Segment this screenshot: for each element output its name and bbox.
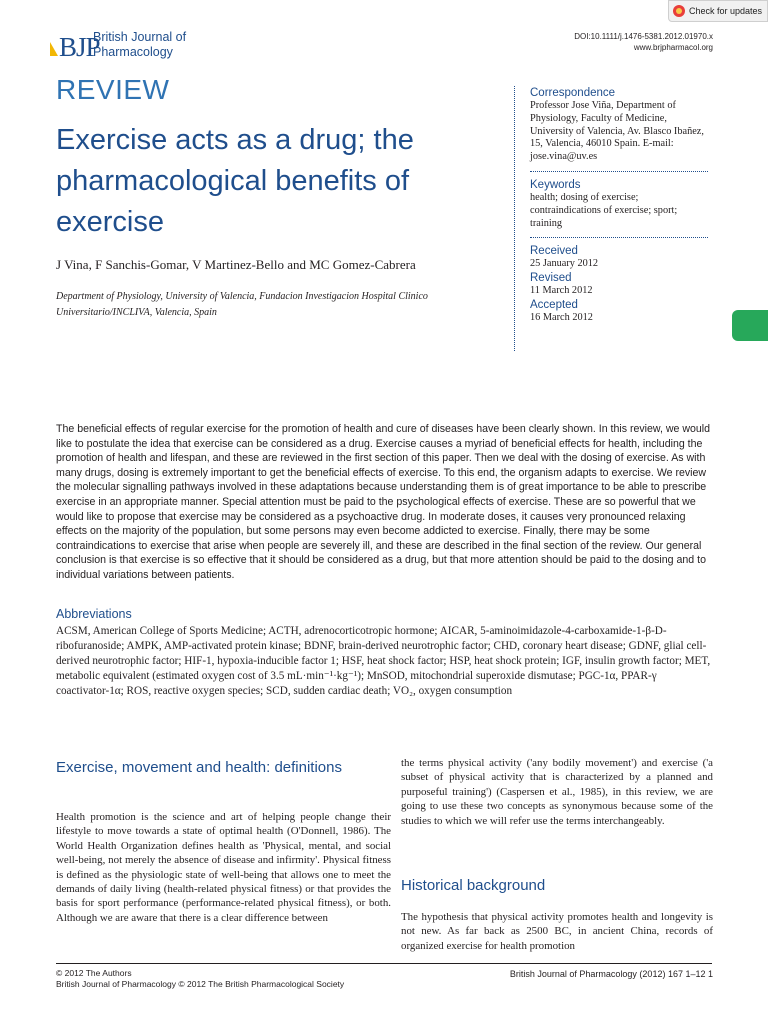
authors: J Vina, F Sanchis-Gomar, V Martinez-Bello and MC Gomez-Cabrera (56, 257, 416, 272)
abbreviations-heading: Abbreviations (56, 607, 132, 621)
footer-divider (56, 963, 712, 964)
website[interactable]: www.brjpharmacol.org (633, 43, 713, 52)
body-paragraph: The hypothesis that physical activity promotes health and longevity is not new. As far back as 2500 BC, in ancient China, records of organized exercise for health promotion (401, 911, 713, 952)
doi-block (574, 31, 713, 53)
crossmark-icon (673, 5, 685, 17)
article-type: REVIEW (56, 74, 170, 105)
correspondence-heading: Correspondence (530, 87, 616, 99)
logo-triangle-icon (50, 42, 58, 56)
received-date: 25 January 2012 (530, 258, 599, 270)
abbreviations-text: ACSM, American College of Sports Medicine; ACTH, adrenocorticotropic hormone; AICAR, 5-aminoimidazole-4-carboxamide-1-β-D-ribofuranoside; AMPK, AMP-activated protein kinase; BDNF, brain-derived neurotrophic factor; CHD, coronary heart disease; GDNF, glial cell-derived neurotrophic factor; HIF-1, hypoxia-inducible factor 1; HSF, heat shock factor; HSP, heat shock protein; IGF, insulin growth factor; MET, metabolic equivalent (estimated oxygen cost of 3.5 mL·min⁻¹·kg⁻¹); MnSOD, mitochondrial superoxide dismutase; PGC-1α, PPAR-γ coactivator-1α; ROS, reactive oxygen species; SCD, sudden cardiac death; VO₂, oxygen consumption (56, 625, 711, 697)
affiliation: Department of Physiology, University of Valencia, Fundacion Investigacion Hospital Clinico Universitario/INCLIVA, Valencia, Spain (56, 291, 428, 318)
accepted-heading: Accepted (530, 298, 578, 311)
check-for-updates-label: Check for updates (689, 6, 763, 16)
article-info-sidebar (514, 86, 709, 351)
body-paragraph: Health promotion is the science and art of helping people change their lifestyle to move towards a state of optimal health (O'Donnell, 1986). The World Health Organization defines health as 'Physical, mental, and social well-being, not merely the absence of disease and infirmity'. Physical fitness is defined as the physiologic state of well-being that allows one to meet the demands of daily living (health-related physical fitness) or that provides the basis for sport performance (performance-related physical fitness), or both. Although we are aware that there is a clear difference between (56, 811, 391, 924)
correspondence-text: Professor Jose Viña, Department of Physiology, Faculty of Medicine, University of Valencia, Av. Blasco Ibañez, 15, Valencia, 46010 Spain. E-mail: jose.vina@uv.es (530, 100, 704, 163)
side-tab[interactable] (732, 310, 768, 341)
divider (530, 171, 708, 172)
check-for-updates-button[interactable] (668, 0, 768, 22)
revised-date: 11 March 2012 (530, 285, 593, 297)
keywords-text: health; dosing of exercise; contraindications of exercise; sport; training (530, 191, 678, 229)
footer-citation: British Journal of Pharmacology (2012) 167 1–12 1 (509, 969, 713, 979)
journal-name-line1: British Journal of (93, 30, 187, 44)
abstract: The beneficial effects of regular exercise for the promotion of health and cure of diseases have been clearly shown. In this review, we would like to postulate the idea that exercise can be considered as a drug. Exercise causes a myriad of beneficial effects for health, including the promotion of health and lifespan, and these are reviewed in the first section of this paper. Then we deal with the dosing of exercise. As with many drugs, dosing is extremely important to get the beneficial effects of exercise. To this end, the organism adapts to exercise. We review the molecular signalling pathways involved in these adaptations because understanding them is of great importance to be able to prescribe exercise in an appropriate manner. Special attention must be paid to the psychological effects of exercise. These are so powerful that we would like to propose that exercise may be considered as a psychoactive drug. In moderate doses, it causes very pronounced relaxing effects on the majority of the population, but some persons may even become addicted to exercise. Finally, there may be some contraindications to exercise that arise when people are severely ill, and these are described in the final section of the review. Our general conclusion is that exercise is so effective that it should be considered as a drug, but that more attention should be paid to the dosing and to individual variations between patients. (56, 423, 711, 581)
copyright-line1: © 2012 The Authors (56, 968, 132, 978)
journal-name-line2: Pharmacology (93, 45, 173, 59)
section-title: Historical background (401, 877, 546, 894)
copyright-line2: British Journal of Pharmacology © 2012 The British Pharmacological Society (56, 979, 345, 989)
article-title: Exercise acts as a drug; the pharmacological benefits of exercise (56, 124, 414, 238)
accepted-date: 16 March 2012 (530, 311, 593, 323)
received-heading: Received (530, 245, 578, 258)
section-title: Exercise, movement and health: definitions (56, 759, 342, 776)
logo-text: BJP (59, 32, 100, 62)
divider (530, 237, 708, 238)
revised-heading: Revised (530, 272, 572, 285)
doi[interactable]: DOI:10.1111/j.1476-5381.2012.01970.x (574, 32, 713, 41)
footer-copyright (56, 968, 344, 990)
keywords-heading: Keywords (530, 178, 581, 191)
body-paragraph: the terms physical activity ('any bodily movement') and exercise ('a subset of physical activity that is characterized by a planned and purposeful training') (Caspersen et al., 1985), in this review, we are going to use these two concepts as synonymous because some of the studies to which we will refer use the terms interchangeably. (401, 757, 713, 827)
